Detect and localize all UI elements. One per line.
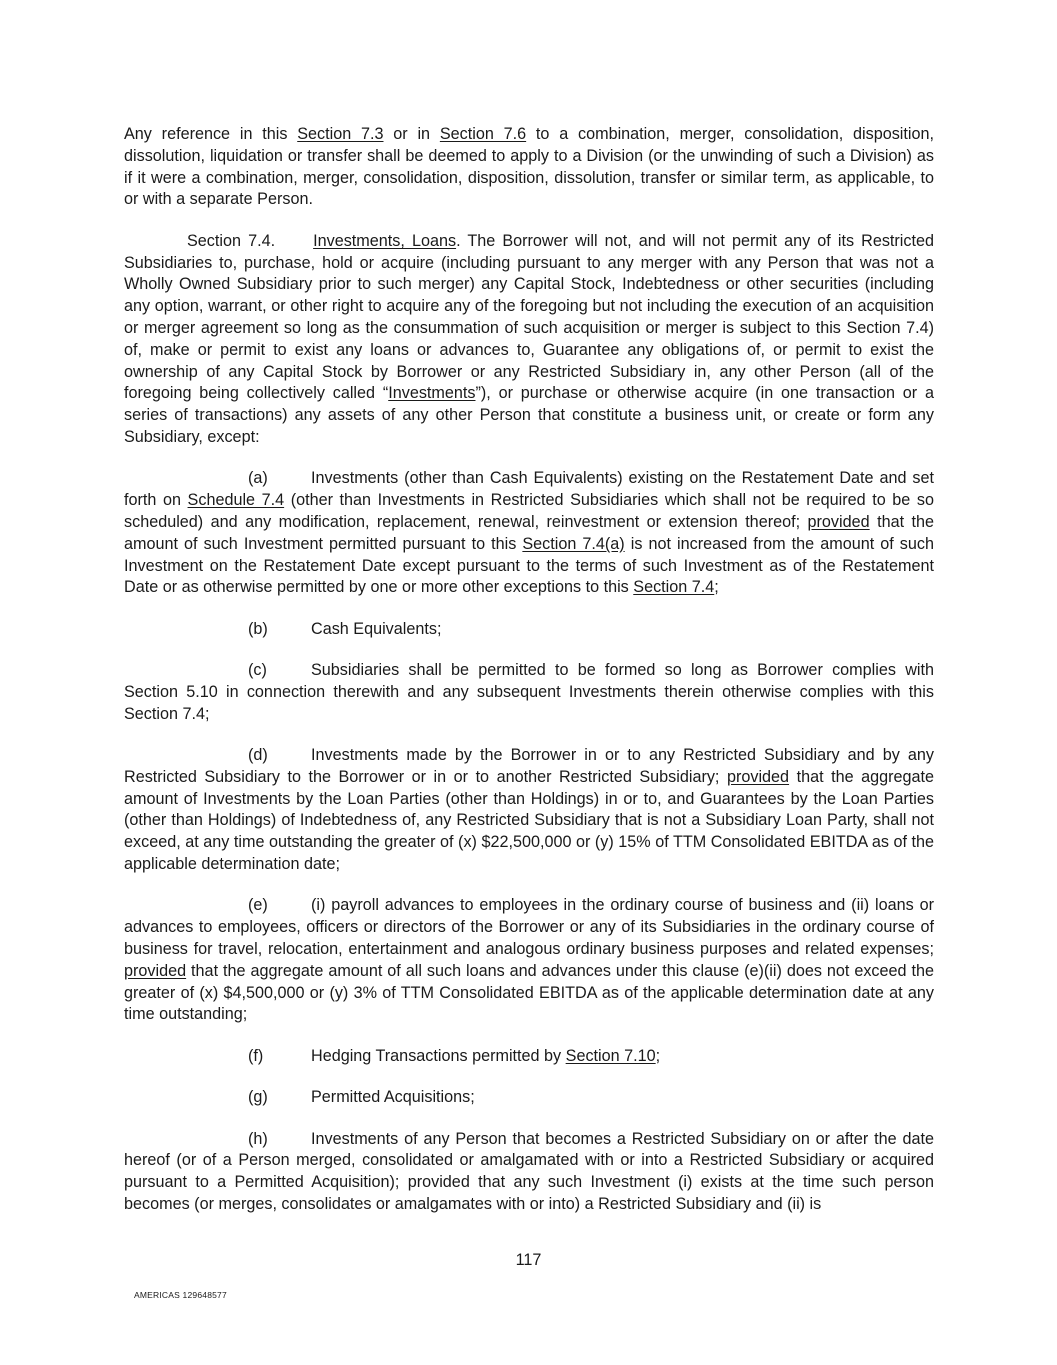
- clause-e-text-2: that the aggregate amount of all such loans and advances under this clause (e)(ii) does not exceed the greater of (x) $4,500,000 or (y) 3% of TTM Consolidated EBITDA as of the applicable determination date at any time outstanding;: [124, 961, 934, 1024]
- section-7-6-ref: Section 7.6: [439, 125, 527, 143]
- clause-d-label: (d): [248, 746, 268, 765]
- document-body: [124, 124, 934, 1235]
- clause-b: [124, 619, 934, 641]
- section-7-4-ref: Section 7.4: [633, 578, 715, 597]
- clause-c-text: Subsidiaries shall be permitted to be formed so long as Borrower complies with Section 5.10 in connection therewith and any subsequent Investments therein otherwise complies with this Section 7.4;: [124, 661, 934, 723]
- clause-b-text: Cash Equivalents;: [311, 619, 442, 638]
- section-7-4a-ref: Section 7.4(a): [522, 534, 625, 553]
- section-number: Section 7.4.: [187, 231, 276, 250]
- schedule-7-4-ref: Schedule 7.4: [187, 491, 285, 510]
- clause-e-text-1: (i) payroll advances to employees in the ordinary course of business and (ii) loans or advances to employees, officers or directors of the Borrower or any of its Subsidiaries in the ordinary course of business for travel, relocation, entertainment and analogous ordinary business purposes and related expenses;: [124, 896, 934, 959]
- clause-a-label: (a): [248, 469, 268, 488]
- section-text-1: . The Borrower will not, and will not permit any of its Restricted Subsidiaries to, purchase, hold or acquire (including pursuant to any merger with any Person that was not a Wholly Owned Subsidiary prior to such merger) any Capital Stock, Indebtedness or other securities (including any option, warrant, or other right to acquire any of the foregoing but not including the execution of an acquisition or merger agreement so long as the consummation of such acquisition or merger is subject to this Section 7.4) of, make or permit to exist any loans or advances to, Guarantee any obligations of, or permit to exist the ownership of any Capital Stock by Borrower or any Restricted Subsidiary in, any other Person (all of the foregoing being collectively called “: [124, 231, 934, 403]
- clause-h-text: Investments of any Person that becomes a Restricted Subsidiary on or after the date hereof (or of a Person merged, consolidated or amalgamated with or into a Restricted Subsidiary or acquired pursuant to a Permitted Acquisition); provided that any such Investment (i) exists at the time such person becomes (or merges, consolidates or amalgamates with or into) a Restricted Subsidiary and (ii) is: [124, 1129, 934, 1214]
- clause-e: [124, 895, 934, 1026]
- clause-f-text-2: ;: [655, 1046, 661, 1065]
- clause-g: [124, 1087, 934, 1109]
- clause-a-text-2: (other than Investments in Restricted Subsidiaries which shall not be required to be so scheduled) and any modification, replacement, renewal, reinvestment or extension thereof;: [124, 491, 934, 531]
- section-7-3-ref: Section 7.3: [297, 125, 384, 143]
- clause-g-text: Permitted Acquisitions;: [311, 1088, 475, 1107]
- clause-d: [124, 745, 934, 876]
- provided-term: provided: [807, 512, 870, 531]
- provided-term: provided: [726, 767, 790, 786]
- clause-h-label: (h): [248, 1129, 268, 1148]
- intro-text-1: Any reference in this: [124, 125, 298, 143]
- clause-a-text-4: is not increased from the amount of such Investment on the Restatement Date except pursuant to the terms of such Investment as of the Restatement Date or as otherwise permitted by one or more other exceptions to this: [124, 534, 934, 597]
- clause-b-label: (b): [248, 619, 268, 638]
- clause-a-text-3: that the amount of such Investment permitted pursuant to this: [124, 512, 935, 553]
- section-7-4-paragraph: [124, 231, 934, 449]
- clause-e-label: (e): [248, 896, 268, 915]
- clause-c: [124, 660, 934, 725]
- clause-a-text-5: ;: [714, 578, 719, 597]
- intro-paragraph: [124, 124, 934, 211]
- clause-f-label: (f): [248, 1046, 264, 1065]
- intro-text-2: or in: [383, 125, 440, 143]
- document-id: AMERICAS 129648577: [134, 1290, 227, 1300]
- clause-g-label: (g): [248, 1088, 268, 1107]
- section-text-2: ”), or purchase or otherwise acquire (in one transaction or a series of transactions) any assets of any other Person that constitute a business unit, or create or form any Subsidiary, except:: [124, 384, 934, 446]
- clause-a-text-1: Investments (other than Cash Equivalents) existing on the Restatement Date and set forth on: [124, 469, 934, 510]
- clause-f-text-1: Hedging Transactions permitted by: [311, 1046, 566, 1065]
- section-7-10-ref: Section 7.10: [565, 1046, 656, 1065]
- clause-f: [124, 1046, 934, 1068]
- defined-term-investments: Investments: [388, 384, 476, 403]
- section-heading: Investments, Loans: [313, 231, 457, 250]
- intro-text-3: to a combination, merger, consolidation, disposition, dissolution, liquidation or transfer shall be deemed to apply to a Division (or the unwinding of such a Division) as if it were a combination, merger, consolidation, disposition, dissolution, transfer or similar term, as applicable, to or with a separate Person.: [124, 125, 934, 209]
- clause-h: [124, 1129, 934, 1216]
- clause-d-text-2: that the aggregate amount of Investments by the Loan Parties (other than Holdings) in or to, and Guarantees by the Loan Parties (other than Holdings) of Indebtedness of, any Restricted Subsidiary that is not a Subsidiary Loan Party, shall not exceed, at any time outstanding the greater of (x) $22,500,000 or (y) 15% of TTM Consolidated EBITDA as of the applicable determination date;: [124, 767, 934, 874]
- clause-a: [124, 468, 934, 599]
- clause-d-text-1: Investments made by the Borrower in or to any Restricted Subsidiary and by any Restricted Subsidiary to the Borrower or in or to another Restricted Subsidiary;: [124, 746, 934, 786]
- page-number: 117: [515, 1251, 542, 1269]
- provided-term: provided: [124, 961, 187, 980]
- clause-c-label: (c): [248, 661, 267, 680]
